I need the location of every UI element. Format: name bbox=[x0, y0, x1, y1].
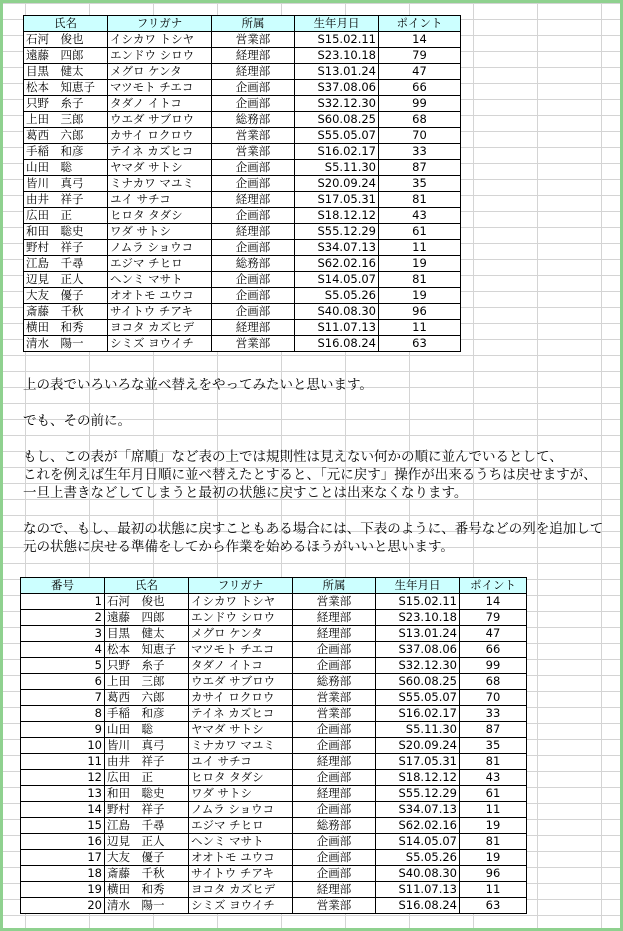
cell-kana[interactable]: カサイ ロクロウ bbox=[108, 128, 212, 144]
cell-dept[interactable]: 経理部 bbox=[212, 224, 295, 240]
cell-points[interactable]: 81 bbox=[460, 754, 527, 770]
cell-name[interactable]: 広田 正 bbox=[24, 208, 108, 224]
header-cell-birth[interactable]: 生年月日 bbox=[376, 578, 460, 594]
cell-dept[interactable]: 企画部 bbox=[293, 722, 376, 738]
cell-name[interactable]: 江島 千尋 bbox=[105, 818, 189, 834]
cell-points[interactable]: 11 bbox=[460, 882, 527, 898]
cell-name[interactable]: 目黒 健太 bbox=[105, 626, 189, 642]
cell-dept[interactable]: 総務部 bbox=[212, 256, 295, 272]
cell-dept[interactable]: 企画部 bbox=[212, 240, 295, 256]
table-row bbox=[21, 690, 527, 706]
cell-dept[interactable]: 企画部 bbox=[293, 834, 376, 850]
cell-birth[interactable]: S32.12.30 bbox=[295, 96, 379, 112]
cell-dept[interactable]: 経理部 bbox=[293, 786, 376, 802]
cell-points[interactable]: 68 bbox=[379, 112, 461, 128]
cell-name[interactable]: 山田 聡 bbox=[24, 160, 108, 176]
cell-dept[interactable]: 総務部 bbox=[212, 112, 295, 128]
header-cell-number[interactable]: 番号 bbox=[21, 578, 105, 594]
cell-points[interactable]: 35 bbox=[460, 738, 527, 754]
cell-kana[interactable]: エンドウ シロウ bbox=[189, 610, 293, 626]
cell-name[interactable]: 上田 三郎 bbox=[105, 674, 189, 690]
table-row bbox=[21, 834, 527, 850]
cell-points[interactable]: 14 bbox=[379, 32, 461, 48]
cell-name[interactable]: 由井 祥子 bbox=[24, 192, 108, 208]
cell-kana[interactable]: ノムラ ショウコ bbox=[189, 802, 293, 818]
cell-name[interactable]: 清水 陽一 bbox=[24, 336, 108, 352]
cell-name[interactable]: 斎藤 千秋 bbox=[105, 866, 189, 882]
table-row bbox=[24, 288, 461, 304]
cell-name[interactable]: 清水 陽一 bbox=[105, 898, 189, 914]
table-row bbox=[24, 208, 461, 224]
cell-name[interactable]: 手稲 和彦 bbox=[24, 144, 108, 160]
table-row bbox=[21, 786, 527, 802]
cell-dept[interactable]: 企画部 bbox=[212, 160, 295, 176]
numbered-employee-table bbox=[20, 577, 527, 914]
cell-points[interactable]: 11 bbox=[460, 802, 527, 818]
cell-kana[interactable]: イシカワ トシヤ bbox=[108, 32, 212, 48]
cell-points[interactable]: 79 bbox=[379, 48, 461, 64]
cell-kana[interactable]: メグロ ケンタ bbox=[189, 626, 293, 642]
cell-kana[interactable]: ヒロタ タダシ bbox=[108, 208, 212, 224]
cell-birth[interactable]: S18.12.12 bbox=[376, 770, 460, 786]
table-row bbox=[24, 304, 461, 320]
table-row bbox=[24, 192, 461, 208]
table-row bbox=[24, 128, 461, 144]
cell-name[interactable]: 江島 千尋 bbox=[24, 256, 108, 272]
cell-points[interactable]: 96 bbox=[460, 866, 527, 882]
cell-number[interactable]: 12 bbox=[21, 770, 105, 786]
cell-points[interactable]: 70 bbox=[379, 128, 461, 144]
cell-points[interactable]: 35 bbox=[379, 176, 461, 192]
cell-kana[interactable]: タダノ イトコ bbox=[108, 96, 212, 112]
cell-points[interactable]: 99 bbox=[379, 96, 461, 112]
table-row bbox=[24, 240, 461, 256]
cell-points[interactable]: 33 bbox=[379, 144, 461, 160]
table-row bbox=[24, 144, 461, 160]
cell-kana[interactable]: シミズ ヨウイチ bbox=[108, 336, 212, 352]
cell-number[interactable]: 5 bbox=[21, 658, 105, 674]
cell-birth[interactable]: S14.05.07 bbox=[376, 834, 460, 850]
cell-name[interactable]: 遠藤 四郎 bbox=[24, 48, 108, 64]
cell-number[interactable]: 16 bbox=[21, 834, 105, 850]
cell-points[interactable]: 47 bbox=[460, 626, 527, 642]
cell-name[interactable]: 野村 祥子 bbox=[105, 802, 189, 818]
cell-kana[interactable]: サイトウ チアキ bbox=[108, 304, 212, 320]
cell-name[interactable]: 葛西 六郎 bbox=[24, 128, 108, 144]
table-row bbox=[21, 802, 527, 818]
cell-birth[interactable]: S60.08.25 bbox=[376, 674, 460, 690]
cell-points[interactable]: 96 bbox=[379, 304, 461, 320]
header-cell-dept[interactable]: 所属 bbox=[293, 578, 376, 594]
note-line: なので、もし、最初の状態に戻すこともある場合には、下表のように、番号などの列を追加して bbox=[23, 521, 604, 537]
cell-kana[interactable]: エジマ チヒロ bbox=[189, 818, 293, 834]
table-row bbox=[24, 320, 461, 336]
header-cell-points[interactable]: ポイント bbox=[460, 578, 527, 594]
cell-dept[interactable]: 経理部 bbox=[212, 320, 295, 336]
cell-points[interactable]: 33 bbox=[460, 706, 527, 722]
cell-dept[interactable]: 営業部 bbox=[212, 128, 295, 144]
cell-dept[interactable]: 営業部 bbox=[293, 594, 376, 610]
table-row bbox=[21, 882, 527, 898]
cell-name[interactable]: 由井 祥子 bbox=[105, 754, 189, 770]
cell-dept[interactable]: 総務部 bbox=[293, 674, 376, 690]
cell-birth[interactable]: S17.05.31 bbox=[376, 754, 460, 770]
header-cell-kana[interactable]: フリガナ bbox=[189, 578, 293, 594]
cell-dept[interactable]: 企画部 bbox=[293, 642, 376, 658]
cell-kana[interactable]: シミズ ヨウイチ bbox=[189, 898, 293, 914]
table-row bbox=[24, 64, 461, 80]
cell-kana[interactable]: ヤマダ サトシ bbox=[108, 160, 212, 176]
cell-birth[interactable]: S34.07.13 bbox=[376, 802, 460, 818]
cell-dept[interactable]: 企画部 bbox=[212, 272, 295, 288]
table-row bbox=[24, 176, 461, 192]
cell-kana[interactable]: ヤマダ サトシ bbox=[189, 722, 293, 738]
cell-points[interactable]: 99 bbox=[460, 658, 527, 674]
table-row bbox=[24, 112, 461, 128]
cell-name[interactable]: 只野 糸子 bbox=[24, 96, 108, 112]
cell-points[interactable]: 19 bbox=[460, 850, 527, 866]
cell-birth[interactable]: S5.11.30 bbox=[376, 722, 460, 738]
cell-birth[interactable]: S55.05.07 bbox=[376, 690, 460, 706]
cell-name[interactable]: 大友 優子 bbox=[105, 850, 189, 866]
cell-birth[interactable]: S62.02.16 bbox=[376, 818, 460, 834]
cell-number[interactable]: 7 bbox=[21, 690, 105, 706]
cell-points[interactable]: 70 bbox=[460, 690, 527, 706]
header-cell-kana[interactable]: フリガナ bbox=[108, 16, 212, 32]
cell-dept[interactable]: 企画部 bbox=[293, 658, 376, 674]
table-row bbox=[21, 642, 527, 658]
cell-kana[interactable]: ウエダ サブロウ bbox=[108, 112, 212, 128]
cell-birth[interactable]: S11.07.13 bbox=[376, 882, 460, 898]
cell-kana[interactable]: オオトモ ユウコ bbox=[108, 288, 212, 304]
cell-birth[interactable]: S40.08.30 bbox=[295, 304, 379, 320]
cell-birth[interactable]: S17.05.31 bbox=[295, 192, 379, 208]
cell-name[interactable]: 遠藤 四郎 bbox=[105, 610, 189, 626]
cell-number[interactable]: 11 bbox=[21, 754, 105, 770]
table-header-row bbox=[24, 16, 461, 32]
cell-name[interactable]: 横田 和秀 bbox=[105, 882, 189, 898]
explanation-text bbox=[23, 376, 613, 556]
cell-kana[interactable]: タダノ イトコ bbox=[189, 658, 293, 674]
cell-points[interactable]: 19 bbox=[460, 818, 527, 834]
cell-number[interactable]: 6 bbox=[21, 674, 105, 690]
cell-birth[interactable]: S16.08.24 bbox=[295, 336, 379, 352]
cell-name[interactable]: 皆川 真弓 bbox=[105, 738, 189, 754]
cell-birth[interactable]: S55.12.29 bbox=[376, 786, 460, 802]
cell-points[interactable]: 43 bbox=[379, 208, 461, 224]
cell-kana[interactable]: イシカワ トシヤ bbox=[189, 594, 293, 610]
note-line: 元の状態に戻せる準備をしてから作業を始めるほうがいいと思います。 bbox=[23, 539, 454, 555]
cell-dept[interactable]: 企画部 bbox=[212, 96, 295, 112]
header-cell-points[interactable]: ポイント bbox=[379, 16, 461, 32]
cell-birth[interactable]: S62.02.16 bbox=[295, 256, 379, 272]
cell-birth[interactable]: S13.01.24 bbox=[295, 64, 379, 80]
cell-points[interactable]: 81 bbox=[379, 192, 461, 208]
header-cell-name[interactable]: 氏名 bbox=[105, 578, 189, 594]
cell-number[interactable]: 15 bbox=[21, 818, 105, 834]
cell-points[interactable]: 43 bbox=[460, 770, 527, 786]
cell-kana[interactable]: サイトウ チアキ bbox=[189, 866, 293, 882]
header-cell-dept[interactable]: 所属 bbox=[212, 16, 295, 32]
cell-kana[interactable]: ユイ サチコ bbox=[108, 192, 212, 208]
cell-dept[interactable]: 企画部 bbox=[293, 802, 376, 818]
cell-name[interactable]: 野村 祥子 bbox=[24, 240, 108, 256]
cell-dept[interactable]: 経理部 bbox=[293, 626, 376, 642]
cell-points[interactable]: 79 bbox=[460, 610, 527, 626]
cell-dept[interactable]: 経理部 bbox=[293, 882, 376, 898]
cell-name[interactable]: 松本 知恵子 bbox=[105, 642, 189, 658]
cell-kana[interactable]: カサイ ロクロウ bbox=[189, 690, 293, 706]
cell-name[interactable]: 皆川 真弓 bbox=[24, 176, 108, 192]
cell-dept[interactable]: 経理部 bbox=[212, 64, 295, 80]
cell-number[interactable]: 3 bbox=[21, 626, 105, 642]
table-row bbox=[21, 658, 527, 674]
cell-kana[interactable]: ミナカワ マユミ bbox=[108, 176, 212, 192]
cell-kana[interactable]: ヨコタ カズヒデ bbox=[189, 882, 293, 898]
cell-kana[interactable]: エジマ チヒロ bbox=[108, 256, 212, 272]
cell-points[interactable]: 66 bbox=[460, 642, 527, 658]
cell-birth[interactable]: S37.08.06 bbox=[295, 80, 379, 96]
cell-name[interactable]: 斎藤 千秋 bbox=[24, 304, 108, 320]
cell-points[interactable]: 11 bbox=[379, 240, 461, 256]
table-header-row bbox=[21, 578, 527, 594]
cell-dept[interactable]: 営業部 bbox=[293, 898, 376, 914]
cell-points[interactable]: 68 bbox=[460, 674, 527, 690]
cell-dept[interactable]: 企画部 bbox=[212, 176, 295, 192]
header-cell-name[interactable]: 氏名 bbox=[24, 16, 108, 32]
cell-name[interactable]: 葛西 六郎 bbox=[105, 690, 189, 706]
cell-birth[interactable]: S16.02.17 bbox=[295, 144, 379, 160]
table-row bbox=[21, 738, 527, 754]
cell-points[interactable]: 81 bbox=[379, 272, 461, 288]
cell-birth[interactable]: S55.12.29 bbox=[295, 224, 379, 240]
cell-dept[interactable]: 企画部 bbox=[212, 304, 295, 320]
cell-points[interactable]: 63 bbox=[460, 898, 527, 914]
cell-dept[interactable]: 企画部 bbox=[212, 288, 295, 304]
cell-birth[interactable]: S18.12.12 bbox=[295, 208, 379, 224]
table-row bbox=[24, 224, 461, 240]
cell-points[interactable]: 66 bbox=[379, 80, 461, 96]
cell-name[interactable]: 広田 正 bbox=[105, 770, 189, 786]
cell-name[interactable]: 目黒 健太 bbox=[24, 64, 108, 80]
cell-points[interactable]: 19 bbox=[379, 288, 461, 304]
cell-birth[interactable]: S60.08.25 bbox=[295, 112, 379, 128]
cell-number[interactable]: 17 bbox=[21, 850, 105, 866]
table-row bbox=[21, 722, 527, 738]
cell-dept[interactable]: 経理部 bbox=[293, 754, 376, 770]
cell-name[interactable]: 石河 俊也 bbox=[24, 32, 108, 48]
cell-dept[interactable]: 営業部 bbox=[293, 690, 376, 706]
cell-birth[interactable]: S16.02.17 bbox=[376, 706, 460, 722]
cell-birth[interactable]: S13.01.24 bbox=[376, 626, 460, 642]
cell-number[interactable]: 13 bbox=[21, 786, 105, 802]
cell-dept[interactable]: 企画部 bbox=[293, 866, 376, 882]
cell-dept[interactable]: 企画部 bbox=[293, 738, 376, 754]
cell-number[interactable]: 19 bbox=[21, 882, 105, 898]
cell-dept[interactable]: 営業部 bbox=[212, 32, 295, 48]
cell-points[interactable]: 19 bbox=[379, 256, 461, 272]
table-row bbox=[21, 866, 527, 882]
note-line: でも、その前に。 bbox=[23, 413, 131, 429]
table-row bbox=[24, 160, 461, 176]
cell-number[interactable]: 14 bbox=[21, 802, 105, 818]
cell-number[interactable]: 10 bbox=[21, 738, 105, 754]
cell-birth[interactable]: S5.11.30 bbox=[295, 160, 379, 176]
cell-kana[interactable]: エンドウ シロウ bbox=[108, 48, 212, 64]
cell-dept[interactable]: 営業部 bbox=[212, 144, 295, 160]
cell-birth[interactable]: S32.12.30 bbox=[376, 658, 460, 674]
table-row bbox=[24, 48, 461, 64]
cell-name[interactable]: 手稲 和彦 bbox=[105, 706, 189, 722]
cell-birth[interactable]: S23.10.18 bbox=[376, 610, 460, 626]
cell-kana[interactable]: メグロ ケンタ bbox=[108, 64, 212, 80]
cell-kana[interactable]: ヒロタ タダシ bbox=[189, 770, 293, 786]
table-row bbox=[21, 850, 527, 866]
cell-kana[interactable]: ミナカワ マユミ bbox=[189, 738, 293, 754]
cell-points[interactable]: 11 bbox=[379, 320, 461, 336]
cell-birth[interactable]: S40.08.30 bbox=[376, 866, 460, 882]
cell-kana[interactable]: ヨコタ カズヒデ bbox=[108, 320, 212, 336]
cell-name[interactable]: 和田 聡史 bbox=[105, 786, 189, 802]
cell-birth[interactable]: S16.08.24 bbox=[376, 898, 460, 914]
table-row bbox=[21, 626, 527, 642]
cell-kana[interactable]: ウエダ サブロウ bbox=[189, 674, 293, 690]
cell-dept[interactable]: 企画部 bbox=[212, 80, 295, 96]
table-row bbox=[21, 898, 527, 914]
table-row bbox=[21, 770, 527, 786]
cell-points[interactable]: 63 bbox=[379, 336, 461, 352]
cell-birth[interactable]: S20.09.24 bbox=[376, 738, 460, 754]
cell-dept[interactable]: 総務部 bbox=[293, 818, 376, 834]
cell-kana[interactable]: ユイ サチコ bbox=[189, 754, 293, 770]
cell-name[interactable]: 只野 糸子 bbox=[105, 658, 189, 674]
table-row bbox=[24, 96, 461, 112]
note-line: 一旦上書きなどしてしまうと最初の状態に戻すことは出来なくなります。 bbox=[23, 485, 468, 501]
cell-points[interactable]: 87 bbox=[379, 160, 461, 176]
cell-birth[interactable]: S11.07.13 bbox=[295, 320, 379, 336]
cell-birth[interactable]: S20.09.24 bbox=[295, 176, 379, 192]
cell-dept[interactable]: 企画部 bbox=[293, 770, 376, 786]
cell-points[interactable]: 47 bbox=[379, 64, 461, 80]
cell-name[interactable]: 和田 聡史 bbox=[24, 224, 108, 240]
table-row bbox=[21, 706, 527, 722]
cell-kana[interactable]: テイネ カズヒコ bbox=[189, 706, 293, 722]
table-row bbox=[24, 272, 461, 288]
cell-kana[interactable]: ノムラ ショウコ bbox=[108, 240, 212, 256]
cell-number[interactable]: 18 bbox=[21, 866, 105, 882]
cell-dept[interactable]: 経理部 bbox=[212, 192, 295, 208]
table-row bbox=[21, 754, 527, 770]
cell-dept[interactable]: 経理部 bbox=[212, 48, 295, 64]
cell-points[interactable]: 87 bbox=[460, 722, 527, 738]
cell-birth[interactable]: S14.05.07 bbox=[295, 272, 379, 288]
cell-kana[interactable]: マツモト チエコ bbox=[108, 80, 212, 96]
cell-kana[interactable]: ヘンミ マサト bbox=[108, 272, 212, 288]
header-cell-birth[interactable]: 生年月日 bbox=[295, 16, 379, 32]
cell-dept[interactable]: 経理部 bbox=[293, 610, 376, 626]
cell-number[interactable]: 9 bbox=[21, 722, 105, 738]
cell-birth[interactable]: S34.07.13 bbox=[295, 240, 379, 256]
cell-birth[interactable]: S5.05.26 bbox=[295, 288, 379, 304]
table-row bbox=[24, 256, 461, 272]
cell-name[interactable]: 横田 和秀 bbox=[24, 320, 108, 336]
cell-number[interactable]: 4 bbox=[21, 642, 105, 658]
cell-name[interactable]: 辺見 正人 bbox=[24, 272, 108, 288]
cell-birth[interactable]: S5.05.26 bbox=[376, 850, 460, 866]
table-row bbox=[24, 80, 461, 96]
table-row bbox=[21, 674, 527, 690]
cell-points[interactable]: 61 bbox=[460, 786, 527, 802]
cell-kana[interactable]: ワダ サトシ bbox=[189, 786, 293, 802]
note-line: これを例えば生年月日順に並べ替えたとすると、「元に戻す」操作が出来るうちは戻せますが、 bbox=[23, 467, 597, 483]
cell-birth[interactable]: S37.08.06 bbox=[376, 642, 460, 658]
cell-number[interactable]: 20 bbox=[21, 898, 105, 914]
cell-birth[interactable]: S15.02.11 bbox=[295, 32, 379, 48]
cell-dept[interactable]: 営業部 bbox=[293, 706, 376, 722]
cell-kana[interactable]: オオトモ ユウコ bbox=[189, 850, 293, 866]
cell-dept[interactable]: 企画部 bbox=[293, 850, 376, 866]
note-line: もし、この表が「席順」など表の上では規則性は見えない何かの順に並んでいるとして、 bbox=[23, 449, 563, 465]
cell-number[interactable]: 1 bbox=[21, 594, 105, 610]
cell-name[interactable]: 辺見 正人 bbox=[105, 834, 189, 850]
cell-kana[interactable]: ワダ サトシ bbox=[108, 224, 212, 240]
table-row bbox=[21, 610, 527, 626]
cell-points[interactable]: 61 bbox=[379, 224, 461, 240]
cell-kana[interactable]: ヘンミ マサト bbox=[189, 834, 293, 850]
table-row bbox=[24, 336, 461, 352]
cell-kana[interactable]: マツモト チエコ bbox=[189, 642, 293, 658]
cell-birth[interactable]: S23.10.18 bbox=[295, 48, 379, 64]
cell-dept[interactable]: 営業部 bbox=[212, 336, 295, 352]
cell-name[interactable]: 石河 俊也 bbox=[105, 594, 189, 610]
table-row bbox=[24, 32, 461, 48]
table-row bbox=[21, 594, 527, 610]
employee-table bbox=[23, 15, 461, 352]
cell-name[interactable]: 大友 優子 bbox=[24, 288, 108, 304]
cell-name[interactable]: 山田 聡 bbox=[105, 722, 189, 738]
cell-kana[interactable]: テイネ カズヒコ bbox=[108, 144, 212, 160]
cell-name[interactable]: 上田 三郎 bbox=[24, 112, 108, 128]
note-line: 上の表でいろいろな並べ替えをやってみたいと思います。 bbox=[23, 377, 373, 393]
cell-number[interactable]: 2 bbox=[21, 610, 105, 626]
cell-birth[interactable]: S15.02.11 bbox=[376, 594, 460, 610]
cell-number[interactable]: 8 bbox=[21, 706, 105, 722]
cell-dept[interactable]: 企画部 bbox=[212, 208, 295, 224]
cell-name[interactable]: 松本 知恵子 bbox=[24, 80, 108, 96]
cell-points[interactable]: 81 bbox=[460, 834, 527, 850]
table-row bbox=[21, 818, 527, 834]
cell-birth[interactable]: S55.05.07 bbox=[295, 128, 379, 144]
cell-points[interactable]: 14 bbox=[460, 594, 527, 610]
